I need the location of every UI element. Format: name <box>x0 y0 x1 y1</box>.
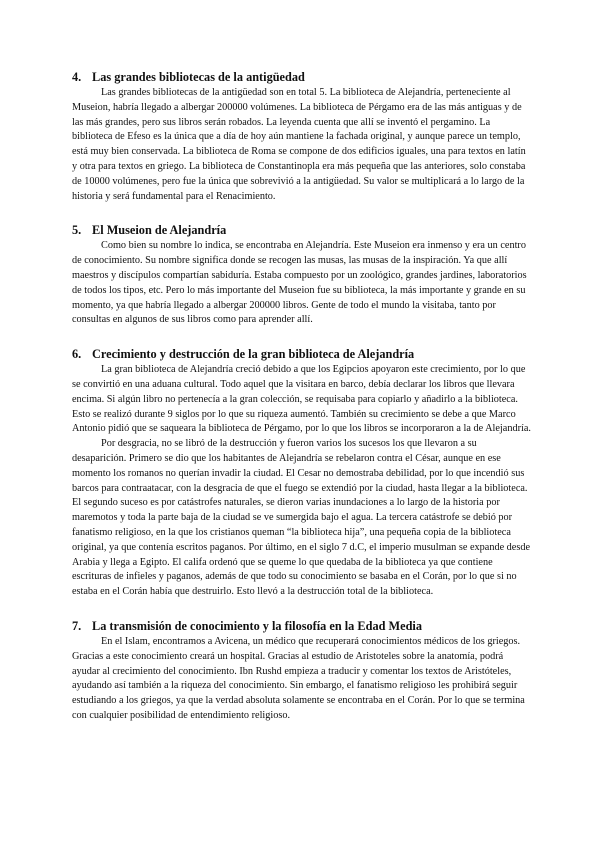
section-heading <box>72 347 532 362</box>
document-body <box>72 70 532 743</box>
section-6 <box>72 347 532 600</box>
section-number: 7. <box>72 618 82 633</box>
section-7 <box>72 619 532 724</box>
paragraph: Como bien su nombre lo indica, se encontraba en Alejandría. Este Museion era inmenso y era un centro de conocimiento. Su nombre significa donde se recogen las musas, las musas de la inspiración. Ya que allí maestros y discípulos compartían sabiduría. Estaba compuesto por un zoológico, grandes jardines, laboratorios de todos los tipos, etc. Pero lo más importante del Museion fue su biblioteca, la más importante y grande en su momento, ya que habría llegado a albergar 200000 libros. Gente de todo el mundo la visitaba, tanto por consultas en algunos de sus libros como para aprender allí. <box>72 240 527 326</box>
paragraph: En el Islam, encontramos a Avicena, un médico que recuperará conocimientos médicos de los griegos. Gracias a este conocimiento creará un hospital. Gracias al estudio de Aristoteles sobre la anatomía, podrá ayudar al crecimiento del conocimiento. Ibn Rushd empieza a traducir y comentar los textos de Aristóteles, ayudando así también a la riqueza del conocimiento. Sin embargo, el fanatismo religioso les prohibirá seguir estudiando a los griegos, ya que la verdad absoluta solamente se encontraba en el Corán. Por lo que se termina con cualquier posibilidad de entendimiento religioso. <box>72 635 525 721</box>
paragraph: La gran biblioteca de Alejandría creció debido a que los Egipcios apoyaron este crecimiento, por lo que se convirtió en una aduana cultural. Todo aquel que la visitara en barco, debía declarar los libros que llevara encima. Si algún libro no pertenecía a la gran colección, se requisaba para copiarlo y añadirlo a la biblioteca. Esto se realizó durante 9 siglos por lo que su riqueza aumentó. También su crecimiento se debe a que Marco Antonio pidió que se saqueara la biblioteca de Pérgamo, por lo que los libros se incorporaron a la de Alejandría. <box>72 364 531 435</box>
section-title: Las grandes bibliotecas de la antigüedad <box>92 70 305 84</box>
section-4 <box>72 70 532 204</box>
paragraph: Por desgracia, no se libró de la destrucción y fueron varios los sucesos los que llevaron a su desaparición. Primero se dio que los habitantes de Alejandría se rebelaron contra el César, aunque en ese momento los romanos no querían invadir la ciudad. El Cesar no demostraba debilidad, por lo que incendió sus barcos para contraatacar, con la desgracia de que el fuego se extendió por la ciudad, hasta llegar a la biblioteca. El segundo suceso es por catástrofes naturales, se dieron varias inundaciones a lo largo de la historia por maremotos y toda la parte baja de la ciudad se ve sumergida bajo el agua. La tercera catástrofe se debió por fanatismo religioso, en la que los cristianos queman “la biblioteca hija”, una pequeña copia de la biblioteca original, ya que contenía escritos paganos. Por último, en el siglo 7 d.C, el imperio musulman se expande desde Arabia y llega a Egipto. El califa ordenó que se queme lo que quedaba de la biblioteca ya que contiene escrituras de infieles y paganos, además de que todo su conocimiento se basaba en el Corán, por lo que si no estaba en el Corán había que destruirlo. Esto llevó a la destrucción total de la biblioteca. <box>72 438 531 598</box>
section-5 <box>72 223 532 328</box>
section-heading <box>72 619 532 634</box>
section-heading <box>72 70 532 85</box>
section-title: Crecimiento y destrucción de la gran biblioteca de Alejandría <box>92 347 415 362</box>
section-number: 4. <box>72 70 82 84</box>
section-heading <box>72 223 532 238</box>
section-number: 5. <box>72 223 82 238</box>
section-title: El Museion de Alejandría <box>92 223 227 238</box>
paragraph: Las grandes bibliotecas de la antigüedad son en total 5. La biblioteca de Alejandría, perteneciente al Museion, habría llegado a albergar 200000 volúmenes. La biblioteca de Pérgamo era de las más antiguas y de las más grandes, pero sus libros serán robados. La leyenda cuenta que allí se inventó el pergamino. La biblioteca de Efeso es la única que a día de hoy aún mantiene la fachada original, y aunque parece un templo, está muy bien conservada. La biblioteca de Roma se compone de dos edificios iguales, una para textos en latín y otra para textos en griego. La biblioteca de Constantinopla era más pequeña que las anteriores, solo constaba de 10000 volúmenes, pero fue la única que sobrevivió a la antigüedad. Su valor se multiplicará a lo largo de la historia y será fundamental para el Renacimiento. <box>72 87 526 202</box>
section-title: La transmisión de conocimiento y la filosofía en la Edad Media <box>92 618 422 633</box>
section-number: 6. <box>72 347 82 362</box>
